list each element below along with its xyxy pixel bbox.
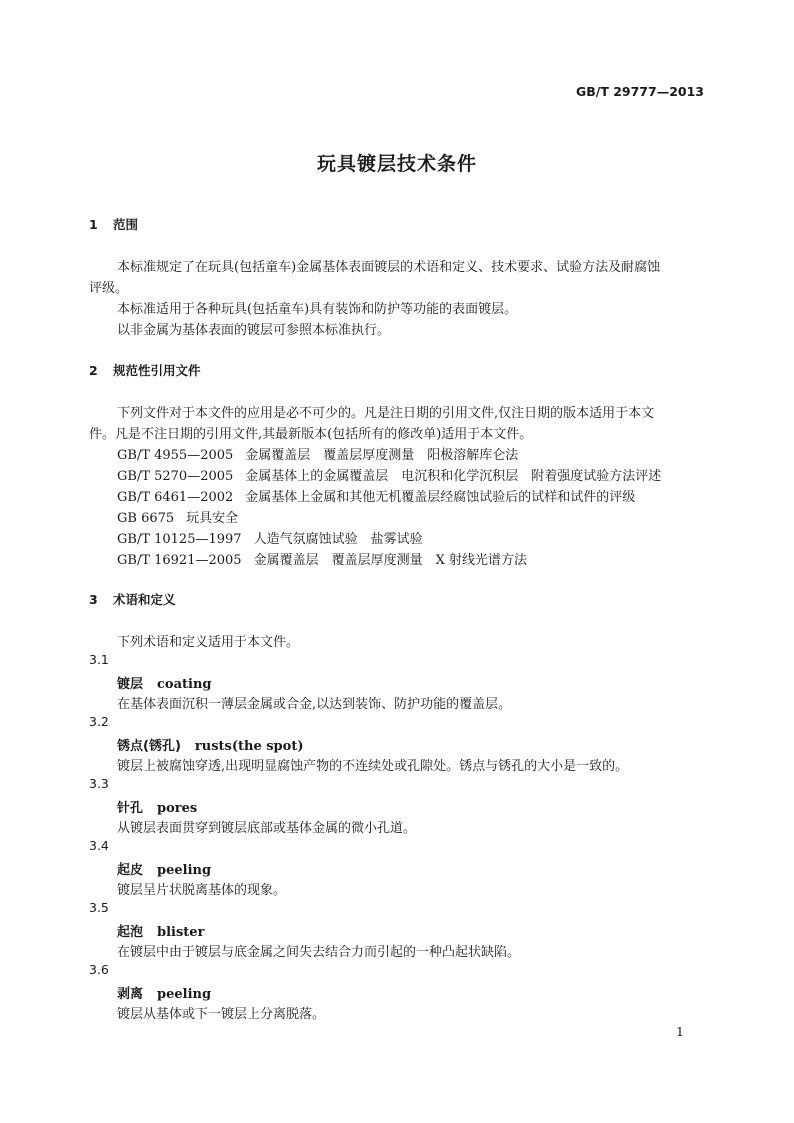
reference-item — [117, 528, 423, 547]
reference-code: GB/T 5270—2005 — [117, 469, 234, 484]
term-heading — [117, 797, 197, 816]
term-heading — [117, 673, 212, 692]
section-1-paragraph-1-line-2: 评级。 — [89, 281, 129, 296]
section-title: 范围 — [113, 217, 139, 232]
reference-title: 人造气氛腐蚀试验 盐雾试验 — [253, 532, 423, 547]
term-definition: 从镀层表面贯穿到镀层底部或基体金属的微小孔道。 — [117, 821, 417, 836]
document-title: 玩具镀层技术条件 — [316, 153, 477, 175]
term-en: rusts(the spot) — [194, 739, 304, 754]
term-heading — [117, 983, 211, 1002]
reference-item — [117, 486, 635, 505]
section-3-heading — [89, 590, 176, 608]
section-3-intro: 下列术语和定义适用于本文件。 — [117, 635, 300, 650]
reference-title: 金属覆盖层 覆盖层厚度测量 X 射线光谱方法 — [253, 553, 527, 568]
section-1-heading — [89, 215, 138, 233]
term-zh: 针孔 — [117, 801, 144, 816]
term-definition: 在镀层中由于镀层与底金属之间失去结合力而引起的一种凸起状缺陷。 — [117, 945, 521, 960]
reference-item — [117, 549, 527, 568]
term-definition: 镀层上被腐蚀穿透,出现明显腐蚀产物的不连续处或孔隙处。锈点与锈孔的大小是一致的。 — [117, 759, 629, 774]
section-1-paragraph-1-line-1: 本标准规定了在玩具(包括童车)金属基体表面镀层的术语和定义、技术要求、试验方法及耐腐蚀 — [117, 260, 661, 275]
section-1-paragraph-2: 本标准适用于各种玩具(包括童车)具有装饰和防护等功能的表面镀层。 — [117, 302, 518, 317]
reference-code: GB/T 16921—2005 — [117, 553, 242, 568]
term-heading — [117, 735, 303, 754]
term-zh: 锈点(锈孔) — [117, 739, 181, 754]
term-zh: 剥离 — [117, 987, 144, 1002]
reference-title: 玩具安全 — [186, 511, 239, 526]
term-zh: 起皮 — [117, 863, 144, 878]
reference-title: 金属基体上金属和其他无机覆盖层经腐蚀试验后的试样和试件的评级 — [245, 490, 636, 505]
term-en: blister — [157, 925, 205, 940]
section-1-paragraph-3: 以非金属为基体表面的镀层可参照本标准执行。 — [117, 323, 391, 338]
reference-code: GB/T 6461—2002 — [117, 490, 234, 505]
reference-title: 金属覆盖层 覆盖层厚度测量 阳极溶解库仑法 — [245, 448, 519, 463]
term-number: 3.3 — [89, 776, 109, 791]
term-en: peeling — [157, 863, 212, 878]
term-definition: 镀层从基体或下一镀层上分离脱落。 — [117, 1007, 326, 1022]
section-2-paragraph-line-1: 下列文件对于本文件的应用是必不可少的。凡是注日期的引用文件,仅注日期的版本适用于本文 — [117, 406, 655, 421]
term-en: coating — [157, 677, 212, 692]
term-number: 3.1 — [89, 652, 109, 667]
section-number: 2 — [89, 363, 98, 378]
reference-item — [117, 444, 518, 463]
section-number: 1 — [89, 217, 98, 232]
term-definition: 镀层呈片状脱离基体的现象。 — [117, 883, 287, 898]
reference-item — [117, 465, 661, 484]
term-en: peeling — [157, 987, 212, 1002]
document-number: GB/T 29777—2013 — [575, 84, 704, 99]
reference-code: GB/T 10125—1997 — [117, 532, 242, 547]
term-number: 3.4 — [89, 838, 109, 853]
reference-code: GB/T 4955—2005 — [117, 448, 234, 463]
term-heading — [117, 921, 204, 940]
section-2-paragraph-line-2: 件。凡是不注日期的引用文件,其最新版本(包括所有的修改单)适用于本文件。 — [89, 427, 533, 442]
section-title: 规范性引用文件 — [113, 363, 201, 378]
reference-code: GB 6675 — [117, 511, 175, 526]
term-number: 3.2 — [89, 714, 109, 729]
term-heading — [117, 859, 211, 878]
section-title: 术语和定义 — [113, 592, 176, 607]
term-en: pores — [157, 801, 198, 816]
term-zh: 镀层 — [117, 677, 144, 692]
term-zh: 起泡 — [117, 925, 144, 940]
section-number: 3 — [89, 592, 98, 607]
term-number: 3.5 — [89, 900, 109, 915]
section-2-heading — [89, 361, 201, 379]
page-number: 1 — [676, 1024, 684, 1039]
reference-item — [117, 507, 238, 526]
term-definition: 在基体表面沉积一薄层金属或合金,以达到装饰、防护功能的覆盖层。 — [117, 697, 512, 712]
term-number: 3.6 — [89, 962, 109, 977]
reference-title: 金属基体上的金属覆盖层 电沉积和化学沉积层 附着强度试验方法评述 — [245, 469, 662, 484]
